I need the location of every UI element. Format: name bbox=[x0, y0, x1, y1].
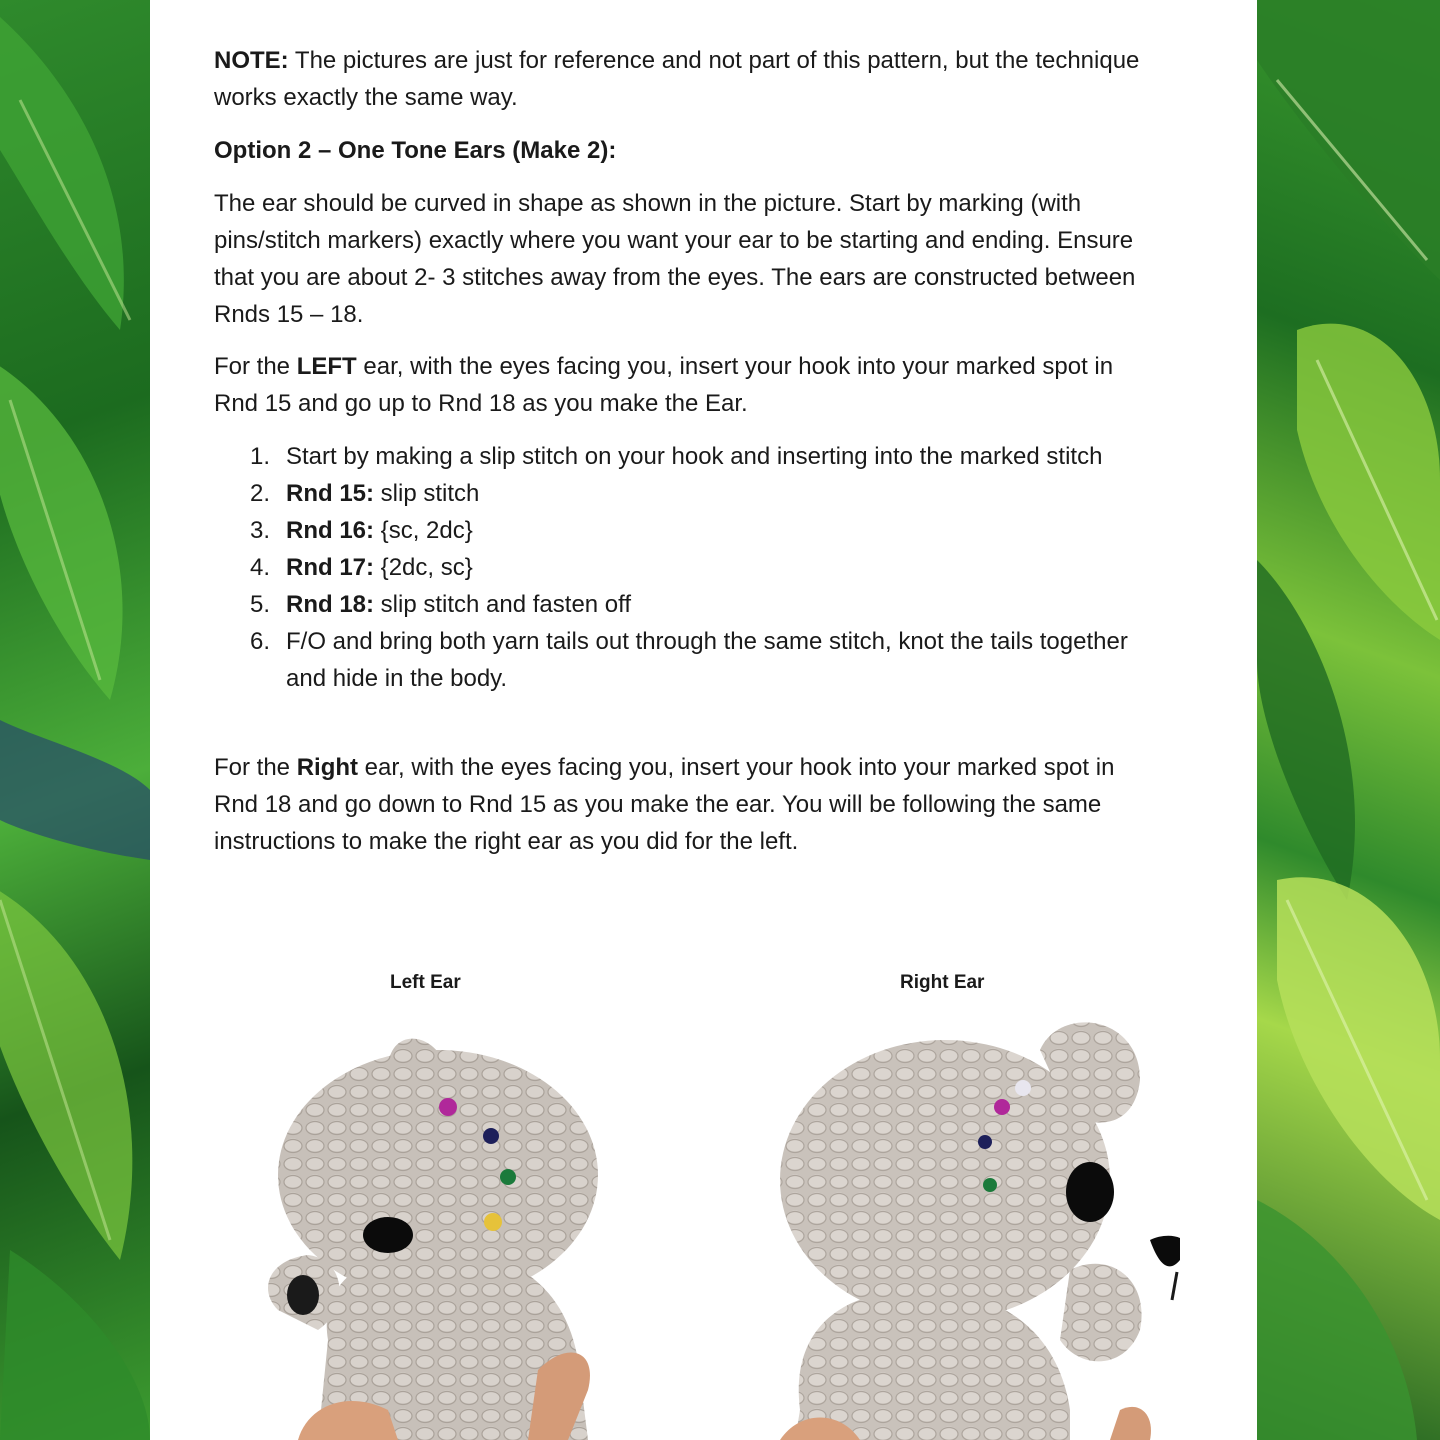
step-item bbox=[250, 438, 1130, 475]
plush-eye-2 bbox=[287, 1275, 319, 1315]
plush-arm bbox=[1060, 1264, 1142, 1362]
right-ear-photo bbox=[740, 1010, 1180, 1440]
leaf-background-right bbox=[1257, 0, 1440, 1440]
step-number: 1. bbox=[250, 443, 271, 470]
pin-head-navy bbox=[483, 1128, 499, 1144]
left-ear-post: ear, with the eyes facing you, insert your hook into your marked spot in Rnd 15 and go up to Rnd 18 as you make the Ear. bbox=[214, 353, 1114, 417]
step-text: F/O and bring both yarn tails out through the same stitch, knot the tails together and hide in the body. bbox=[286, 628, 1128, 692]
step-item bbox=[250, 475, 1130, 512]
plush-head bbox=[780, 1040, 1110, 1320]
plush-eye bbox=[1066, 1162, 1114, 1222]
step-text: {2dc, sc} bbox=[374, 554, 473, 581]
pin-head-yellow bbox=[484, 1213, 502, 1231]
step-text: slip stitch and fasten off bbox=[374, 591, 632, 618]
plush-eye bbox=[363, 1217, 413, 1253]
step-text: {sc, 2dc} bbox=[374, 517, 473, 544]
caption-right-ear: Right Ear bbox=[900, 972, 985, 993]
leaf-pattern-left bbox=[0, 0, 150, 1440]
step-number: 6. bbox=[250, 628, 271, 655]
step-number: 3. bbox=[250, 517, 271, 544]
right-ear-bold: Right bbox=[296, 754, 359, 781]
left-ear-photo bbox=[238, 1010, 678, 1440]
step-text: Start by making a slip stitch on your hook and inserting into the marked stitch bbox=[286, 443, 1103, 470]
right-ear-paragraph bbox=[214, 749, 1154, 860]
leaf-pattern-right bbox=[1257, 0, 1440, 1440]
pin-head-green bbox=[500, 1169, 516, 1185]
section-heading: Option 2 – One Tone Ears (Make 2): bbox=[214, 137, 617, 164]
step-text: slip stitch bbox=[374, 480, 480, 507]
pin-head-green bbox=[983, 1178, 997, 1192]
document-page bbox=[150, 0, 1257, 1440]
left-ear-bold: LEFT bbox=[296, 353, 357, 380]
step-bold: Rnd 15: bbox=[286, 480, 375, 507]
caption-left-ear: Left Ear bbox=[390, 972, 461, 993]
plush-head bbox=[278, 1050, 598, 1300]
step-number: 5. bbox=[250, 591, 271, 618]
pin-head-clear bbox=[1015, 1080, 1031, 1096]
pin-head-magenta bbox=[439, 1098, 457, 1116]
ear-shape-paragraph: The ear should be curved in shape as shown in the picture. Start by marking (with pins/stitch markers) exactly where you want your ear to be starting and ending. Ensure that you are about 2- 3 stitches away from the eyes. The ears are constructed between Rnds 15 – 18. bbox=[214, 190, 1136, 328]
right-ear-post: ear, with the eyes facing you, insert your hook into your marked spot in Rnd 18 and go down to Rnd 15 as you make the ear. You will be following the same instructions to make the right ear as you did for the left. bbox=[214, 754, 1115, 855]
pin-head-navy bbox=[978, 1135, 992, 1149]
step-number: 4. bbox=[250, 554, 271, 581]
leaf-background-left bbox=[0, 0, 150, 1440]
note-label: NOTE: bbox=[214, 47, 289, 74]
step-number: 2. bbox=[250, 480, 271, 507]
right-ear-pre: For the bbox=[214, 754, 297, 781]
step-item bbox=[250, 623, 1130, 697]
step-item bbox=[250, 549, 1130, 586]
step-item bbox=[250, 512, 1130, 549]
step-bold: Rnd 16: bbox=[286, 517, 375, 544]
left-ear-pre: For the bbox=[214, 353, 297, 380]
step-bold: Rnd 17: bbox=[286, 554, 375, 581]
plush-mouth bbox=[1172, 1272, 1177, 1300]
left-ear-paragraph bbox=[214, 348, 1154, 422]
note-paragraph bbox=[214, 42, 1154, 116]
step-item bbox=[250, 586, 1130, 623]
step-bold: Rnd 18: bbox=[286, 591, 375, 618]
plush-nose bbox=[1150, 1236, 1180, 1267]
pin-head-magenta bbox=[994, 1099, 1010, 1115]
note-text: The pictures are just for reference and not part of this pattern, but the technique works exactly the same way. bbox=[214, 47, 1140, 111]
instruction-steps bbox=[250, 438, 1130, 697]
hand-2 bbox=[1110, 1407, 1151, 1440]
